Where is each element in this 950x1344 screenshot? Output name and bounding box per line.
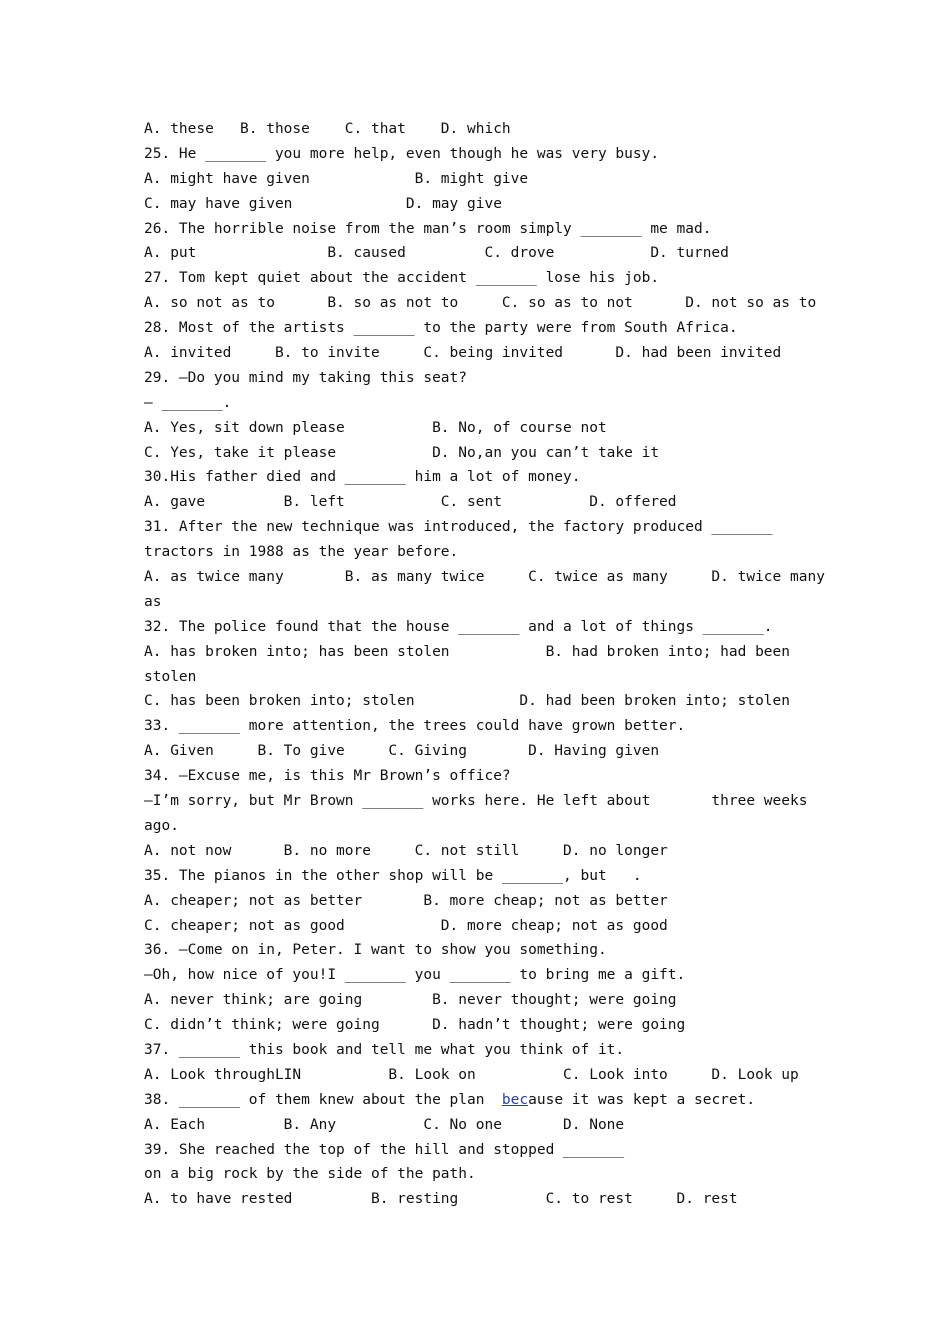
dialogue-line: —Oh, how nice of you!I _______ you _______ to bring me a gift.: [144, 967, 686, 984]
options-line: A. never think; are going B. never thought; were going: [144, 992, 677, 1009]
dialogue-line-cont: ago.: [144, 817, 179, 834]
options-line: A. has broken into; has been stolen B. had broken into; had been: [144, 643, 791, 660]
question-38-start: 38. _______ of them knew about the plan: [144, 1091, 502, 1108]
question-29: 29. —Do you mind my taking this seat?: [144, 369, 468, 386]
question-31-cont: tractors in 1988 as the year before.: [144, 544, 459, 561]
options-line: C. Yes, take it please D. No,an you can’t take it: [144, 444, 660, 461]
exam-page: [144, 117, 824, 1212]
options-line: C. cheaper; not as good D. more cheap; not as good: [144, 917, 668, 934]
options-line: A. cheaper; not as better B. more cheap; not as better: [144, 892, 668, 909]
options-line: A. Yes, sit down please B. No, of course not: [144, 419, 607, 436]
options-line: A. Look throughLIN B. Look on C. Look into D. Look up: [144, 1066, 799, 1083]
options-line: A. Each B. Any C. No one D. None: [144, 1116, 625, 1133]
options-line: A. put B. caused C. drove D. turned: [144, 245, 729, 262]
question-28: 28. Most of the artists _______ to the party were from South Africa.: [144, 320, 738, 337]
options-line: C. has been broken into; stolen D. had been broken into; stolen: [144, 693, 791, 710]
options-line-cont: as: [144, 593, 162, 610]
options-line: A. Given B. To give C. Giving D. Having given: [144, 743, 660, 760]
options-line: C. didn’t think; were going D. hadn’t thought; were going: [144, 1017, 686, 1034]
question-30: 30.His father died and _______ him a lot of money.: [144, 469, 581, 486]
text-line: A. these B. those C. that D. which: [144, 121, 511, 137]
options-line: A. gave B. left C. sent D. offered: [144, 494, 677, 511]
options-line-cont: stolen: [144, 668, 197, 685]
question-38-end: ause it was kept a secret.: [528, 1091, 756, 1108]
question-27: 27. Tom kept quiet about the accident _______ lose his job.: [144, 270, 660, 287]
options-line: A. invited B. to invite C. being invited D. had been invited: [144, 345, 782, 362]
options-line: A. to have rested B. resting C. to rest D. rest: [144, 1191, 738, 1208]
options-line: A. as twice many B. as many twice C. twice as many D. twice many: [144, 569, 825, 586]
question-35: 35. The pianos in the other shop will be _______, but .: [144, 867, 642, 884]
question-39: 39. She reached the top of the hill and stopped _______: [144, 1141, 625, 1158]
options-line: A. not now B. no more C. not still D. no longer: [144, 842, 668, 859]
question-37: 37. _______ this book and tell me what you think of it.: [144, 1041, 625, 1058]
hyperlink[interactable]: bec: [501, 1091, 529, 1108]
question-39-cont: on a big rock by the side of the path.: [144, 1166, 476, 1183]
dialogue-line: — _______.: [144, 394, 232, 411]
question-26: 26. The horrible noise from the man’s room simply _______ me mad.: [144, 220, 712, 237]
question-33: 33. _______ more attention, the trees could have grown better.: [144, 718, 686, 735]
question-25: 25. He _______ you more help, even though he was very busy.: [144, 145, 660, 162]
dialogue-line: —I’m sorry, but Mr Brown _______ works here. He left about three weeks: [144, 793, 808, 810]
question-38: [144, 1088, 824, 1113]
question-34: 34. —Excuse me, is this Mr Brown’s office?: [144, 768, 511, 785]
options-line: A. so not as to B. so as not to C. so as to not D. not so as to: [144, 295, 817, 312]
options-line: C. may have given D. may give: [144, 195, 502, 212]
question-36: 36. —Come on in, Peter. I want to show you something.: [144, 942, 607, 959]
options-line: A. might have given B. might give: [144, 170, 529, 187]
question-32: 32. The police found that the house _______ and a lot of things _______.: [144, 618, 773, 635]
question-31: 31. After the new technique was introduced, the factory produced _______: [144, 519, 773, 536]
